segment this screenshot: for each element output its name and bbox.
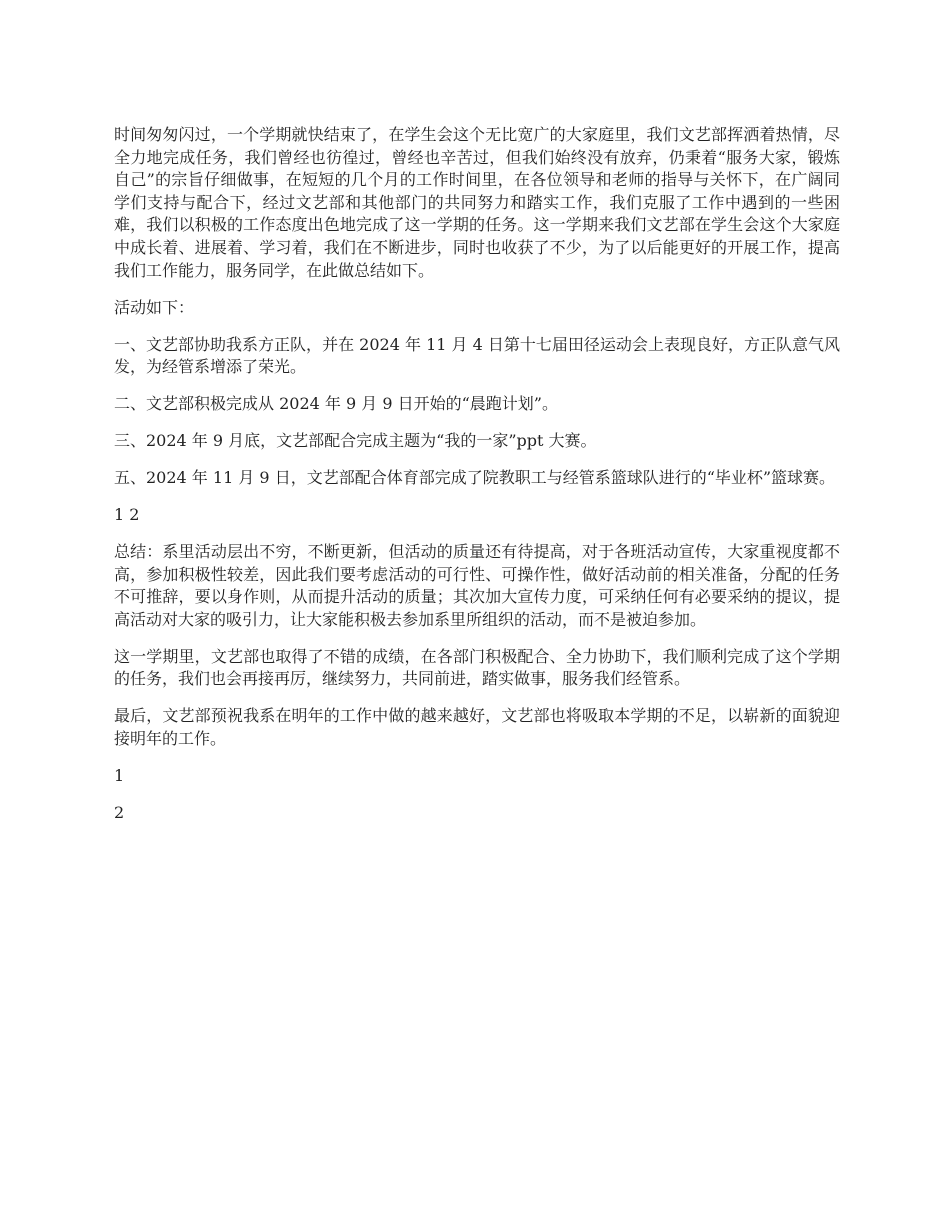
- activity-item-1: 一、文艺部协助我系方正队，并在 2024 年 11 月 4 日第十七届田径运动会上表现良好，方正队意气风发，为经管系增添了荣光。: [114, 334, 840, 377]
- page-numbers-inline: 1 2: [114, 505, 140, 525]
- summary-paragraph: 总结：系里活动层出不穷，不断更新，但活动的质量还有待提高，对于各班活动宣传，大家重视度都不高，参加积极性较差，因此我们要考虑活动的可行性、可操作性，做好活动前的相关准备，分配的任务不可推辞，要以身作则，从而提升活动的质量；其次加大宣传力度，可采纳任何有必要采纳的提议，提高活动对大家的吸引力，让大家能积极去参加系里所组织的活动，而不是被迫参加。: [114, 542, 840, 629]
- activity-item-5: 五、2024 年 11 月 9 日，文艺部配合体育部完成了院教职工与经管系篮球队进行的“毕业杯”篮球赛。: [114, 468, 836, 488]
- intro-paragraph: 时间匆匆闪过，一个学期就快结束了，在学生会这个无比宽广的大家庭里，我们文艺部挥洒着热情，尽全力地完成任务，我们曾经也彷徨过，曾经也辛苦过，但我们始终没有放弃，仍秉着“服务大家，锻炼自己”的宗旨仔细做事，在短短的几个月的工作时间里，在各位领导和老师的指导与关怀下，在广阔同学们支持与配合下，经过文艺部和其他部门的共同努力和踏实工作，我们克服了工作中遇到的一些困难，我们以积极的工作态度出色地完成了这一学期的任务。这一学期来我们文艺部在学生会这个大家庭中成长着、进展着、学习着，我们在不断进步，同时也收获了不少，为了以后能更好的开展工作，提高我们工作能力，服务同学，在此做总结如下。: [114, 125, 840, 280]
- page-number-2: 2: [114, 802, 125, 822]
- document-page: [114, 124, 840, 839]
- closing-paragraph: 最后，文艺部预祝我系在明年的工作中做的越来越好，文艺部也将吸取本学期的不足，以崭新的面貌迎接明年的工作。: [114, 706, 840, 748]
- achievement-paragraph: 这一学期里，文艺部也取得了不错的成绩，在各部门积极配合、全力协助下，我们顺利完成了这个学期的任务，我们也会再接再厉，继续努力，共同前进，踏实做事，服务我们经管系。: [114, 646, 840, 689]
- activity-item-2: 二、文艺部积极完成从 2024 年 9 月 9 日开始的“晨跑计划”。: [114, 394, 558, 414]
- page-number-1: 1: [114, 765, 125, 785]
- activities-heading: 活动如下：: [114, 297, 195, 317]
- activity-item-3: 三、2024 年 9 月底，文艺部配合完成主题为“我的一家”ppt 大赛。: [114, 431, 597, 451]
